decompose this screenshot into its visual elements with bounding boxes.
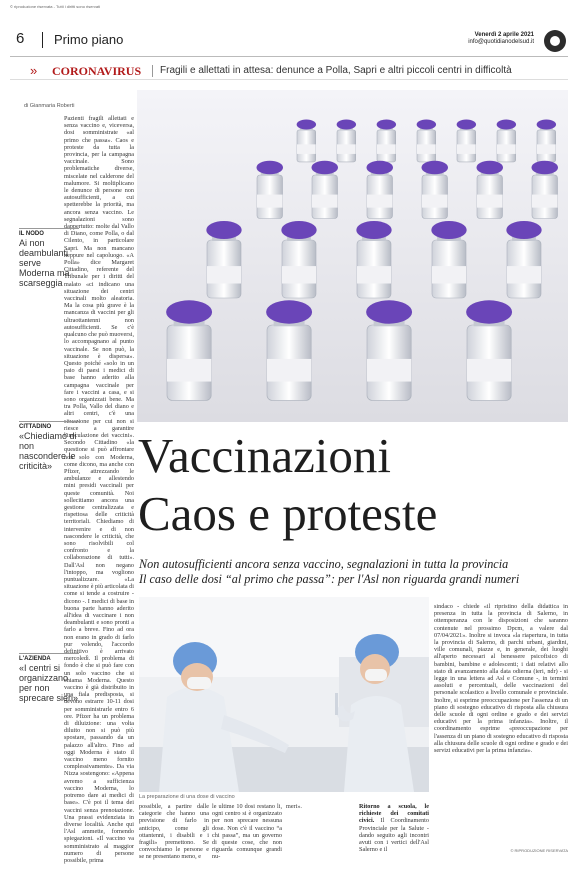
pull-quote: [19, 421, 79, 471]
vial: [506, 221, 541, 298]
pull-quote: [19, 228, 79, 288]
article-column-right: sindaco - chiede «il ripristino della didattica in presenza in tutta la provincia di Salerno, in ottemperanza con le disposizioni che saranno contenute nel prossimo Dpcm, a valere dal 07/04/2021». Inoltre si invoca «la riapertura, in tutta la provincia di Salerno, di parchi urbani, giardini, ville comunali, piazze e, in generale, dei luoghi all'aperto necessari al benessere psicofisico di bambini, bambine e adolescenti; i dati relativi allo stato di avanzamento alla data odierna (ieri, ndr) - si legge in una lettera ad Asl e Comune -, in termini assoluti e percentuali, delle vaccinazioni del personale scolastico a livello comunale e provinciale. Inoltre, si esprime preoccupazione per l'assenza di un piano di sostegno educativo di risposta alla chiusura delle scuole di ogni ordine e grado e dei servizi educativi per la prima infanzia». Inoltre, il coordinamento esprime «preoccupazione per l'assenza di un piano di sostegno educativo di risposta alla chiusura delle scuole di ogni ordine e grado e dei servizi educativi per la prima infanzia».: [434, 603, 568, 755]
copyright-line: © riproduzione riservata - Tutti i diritti sono riservati: [10, 4, 101, 9]
vial: [206, 221, 241, 298]
vial: [421, 161, 448, 219]
vial: [266, 300, 312, 400]
article-column-1: Pazienti fragili allettati e senza vaccino e, viceversa, dosi somministrate «al primo che passa». Caos e proteste da tutta la provincia, per la campagna vaccinale. Sono problematiche diverse, miscelate nel calderone del malumore. Si moltiplicano le denunce di persone non autosufficienti, a cui spetterebbe la priorità, ma ancora senza vaccino. Le segnalazioni sono dappertutto: molte dal Vallo di Diano, come Polla, o dal Cilento, in particolare Sapri. Ma non mancano neppure nel capoluogo. «A Polla» dice Margaret Cittadino, referente del Tribunale per i diritti del malato «ci indicano una situazione dei centri vaccinali molto aleatoria. Ma la cosa più grave è la mancanza di vaccini per gli ultraottantenni non autosufficienti. Se c'è qualcuno che può muoversi, lo accompagnano al punto vaccinale. Se non può, la situazione è dispersa». Questo poiché «solo in un paio di paesi i medici di base hanno aderito alla campagna vaccinale per fare i vaccini a casa, e si sono organizzati bene. Ma tra Polla, Vallo del diano e altri centri, c'è una situazione per cui non si riesce a garantire l'inoculazione dei vaccini». Secondo Cittadino «la questione si può affrontare non solo con Moderna, come dicono, ma anche con Pfizer, attrezzando le ambulanze e allestendo mini presidi vaccinali per queste comunità. Noi sollecitiamo ancora una gestione centralizzata e rispettosa delle criticità territoriali. Chiediamo di intervenire e di non nascondere le criticità, che sono risolvibili col confronto e la collaborazione di tutti». Dall'Asl non negano l'intoppo, ma vogliono puntualizzare. «La situazione è più articolata di come si tende a costruire - dicono -. I medici di base in buona parte hanno aderito all'idea di vaccinare i non deambulanti e sono pronti a farlo a breve. Fino ad ora non erano in grado di farlo pur volendo, l'accordo definitivo è arrivato mercoledì. Il problema di fondo è che si può fare con un solo vaccino che si chiama Moderna. Questo vaccino è già distribuito in una fiala predisposta, si devono estrarre 10-11 dosi per somministrarle entro 6 ore. Pfizer ha un problema di diluizione: una volta diluito non si può più spostare, passando da un palazzo all'altro. Fino ad oggi Moderna è stato il vaccino meno fornito complessivamente». Da via Nizza sostengono: «Appena avremo a sufficienza vaccino Moderna, lo potremo dare ai medici di base». C'è poi il tema dei vaccini senza prenotazione. Una prassi evidenziata in diverse località. Anche qui l'Asl ammette, fornendo spiegazioni. «Il vaccino va somministrato al maggior numero di persone possibile, prima: [64, 115, 134, 864]
deck: [139, 557, 569, 587]
column-5-text: Il Coordinamento Provinciale per la Salute - dando seguito agli incontri avuti con i vertici dell'Asl Salerno e il: [359, 817, 429, 854]
q-logo-icon: [544, 30, 566, 52]
vial: [281, 221, 316, 298]
vial: [417, 120, 436, 162]
deck-line-2: Il caso delle dosi “al primo che passa”: per l'Asl non riguarda grandi numeri: [139, 572, 520, 586]
vaccine-vials-photo: [137, 90, 568, 422]
kicker-text: Fragili e allettati in attesa: denunce a Polla, Sapri e altri piccoli centri in difficoltà: [160, 65, 512, 76]
subhead-school: Ritorno a scuola, le richieste dei comitati civici.: [359, 803, 429, 825]
page-header: [10, 30, 568, 52]
page-number: 6: [16, 30, 25, 47]
vial: [457, 120, 476, 162]
vial: [311, 161, 338, 219]
vial: [531, 161, 558, 219]
vial: [497, 120, 516, 162]
date-block: [468, 32, 534, 46]
vial: [476, 161, 503, 219]
kicker-arrows-icon: »: [30, 63, 36, 78]
vial: [356, 221, 391, 298]
headline: [138, 427, 568, 543]
vial: [366, 161, 393, 219]
vial: [256, 161, 283, 219]
vial: [377, 120, 396, 162]
pull-quote-text: «Chiediamo di non nascondere le criticità»: [19, 431, 77, 471]
headline-line-1: Vaccinazioni: [138, 428, 392, 483]
section-title: Primo piano: [54, 32, 124, 47]
headline-line-2: Caos e proteste: [138, 486, 438, 541]
article-column-3: le ultime 10 dosi restano li, ogni centro si è organizzato per non sprecare nessuna dose. Non c'è il vaccino “a chi passa”, ma un governo di queste cose, che non riguarda comunque grandi nu-: [212, 803, 282, 861]
article-column-2: possibile, a partire dalle categorie che hanno una previsione di farlo in anticipo, come gli ottantenni, i disabili e i fragili» premettono. Se convochiamo le persone e se ne presentano meno, e: [139, 803, 209, 861]
kicker-bar: [10, 62, 568, 80]
vial: [466, 300, 512, 400]
header-rule: [10, 56, 568, 57]
pull-quote-head: IL NODO: [19, 228, 79, 237]
nurses-photo: [139, 597, 429, 792]
deck-line-1: Non autosufficienti ancora senza vaccino, segnalazioni in tutta la provincia: [139, 557, 509, 571]
column-4-opening: meri».: [286, 803, 302, 810]
issue-date: Venerdì 2 aprile 2021: [474, 32, 534, 38]
pull-quote-text: «I centri si organizzano per non sprecare sieri»: [19, 663, 79, 703]
vaccine-vials-illustration: [137, 90, 568, 422]
pull-quote-head: CITTADINO: [19, 421, 79, 430]
reproduction-notice: © RIPRODUZIONE RISERVATA: [510, 848, 568, 853]
vial: [297, 120, 316, 162]
pull-quote-text: Ai non deambulanti serve Moderna ma scarseggia: [19, 238, 70, 288]
header-divider: [42, 32, 43, 48]
vial: [366, 300, 412, 400]
pull-quote-head: L'AZIENDA: [19, 653, 79, 662]
article-column-4: [286, 803, 356, 855]
vial: [431, 221, 466, 298]
nurses-illustration: [139, 597, 429, 792]
pull-quote: [19, 653, 79, 703]
kicker-topic: CORONAVIRUS: [52, 64, 142, 78]
photo-caption: La preparazione di una dose di vaccino: [139, 794, 235, 800]
vial: [537, 120, 556, 162]
article-column-5: [359, 803, 429, 855]
contact-email: info@quotidianodelsud.it: [468, 39, 534, 45]
vial: [337, 120, 356, 162]
vial: [166, 300, 212, 400]
kicker-divider: [152, 65, 153, 77]
byline: di Gianmaria Roberti: [24, 103, 75, 109]
